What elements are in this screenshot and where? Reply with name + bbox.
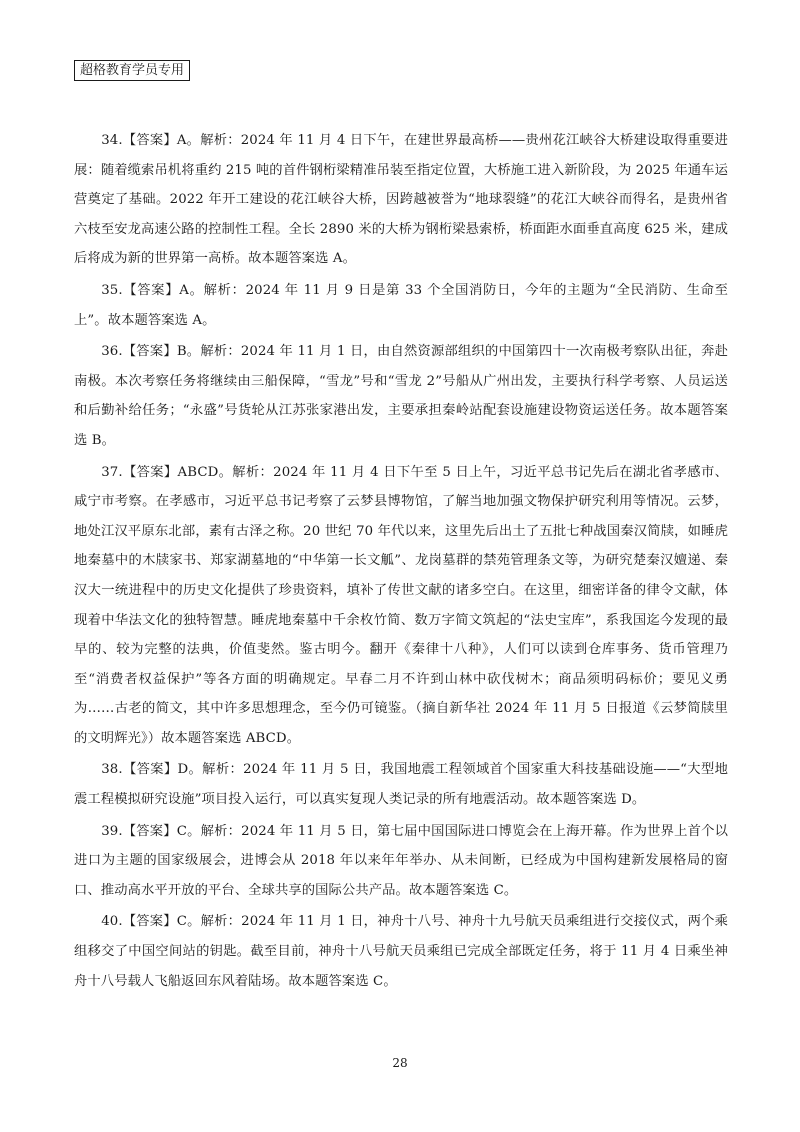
answer-34: 34.【答案】A。解析：2024 年 11 月 4 日下午，在建世界最高桥——贵州花江峡谷大桥建设取得重要进展：随着缆索吊机将重约 215 吨的首件钢桁梁精准吊装至指定位置，大桥施工进入新阶段，为 2025 年通车运营奠定了基础。2022 年开工建设的花江峡谷大桥，因跨越被誉为“地球裂缝”的花江大峡谷而得名，是贵州省六枝至安龙高速公路的控制性工程。全长 2890 米的大桥为钢桁梁悬索桥，桥面距水面垂直高度 625 米，建成后将成为新的世界第一高桥。故本题答案选 A。 (74, 133, 728, 267)
answer-explanations (74, 126, 728, 998)
page-number: 28 (392, 1056, 408, 1070)
answer-40: 40.【答案】C。解析：2024 年 11 月 1 日，神舟十八号、神舟十九号航天员乘组进行交接仪式，两个乘组移交了中国空间站的钥匙。截至目前，神舟十八号航天员乘组已完成全部既定任务，将于 11 月 4 日乘坐神舟十八号载人飞船返回东风着陆场。故本题答案选 C。 (74, 914, 728, 989)
header-label: 超格教育学员专用 (74, 60, 190, 81)
answer-36: 36.【答案】B。解析：2024 年 11 月 1 日，由自然资源部组织的中国第四十一次南极考察队出征，奔赴南极。本次考察任务将继续由三船保障，“雪龙”号和“雪龙 2”号船从广州出发，主要执行科学考察、人员运送和后勤补给任务；“永盛”号货轮从江苏张家港出发，主要承担秦岭站配套设施建设物资运送任务。故本题答案选 B。 (74, 344, 728, 448)
answer-38: 38.【答案】D。解析：2024 年 11 月 5 日，我国地震工程领域首个国家重大科技基础设施——“大型地震工程模拟研究设施”项目投入运行，可以真实复现人类记录的所有地震活动。故本题答案选 D。 (74, 762, 728, 808)
answer-37: 37.【答案】ABCD。解析：2024 年 11 月 4 日下午至 5 日上午，习近平总书记先后在湖北省孝感市、咸宁市考察。在孝感市，习近平总书记考察了云梦县博物馆，了解当地加强文物保护研究利用等情况。云梦，地处江汉平原东北部，素有古泽之称。20 世纪 70 年代以来，这里先后出土了五批七种战国秦汉简牍，如睡虎地秦墓中的木牍家书、郑家湖墓地的“中华第一长文觚”、龙岗墓群的禁苑管理条文等，为研究楚秦汉嬗递、秦汉大一统进程中的历史文化提供了珍贵资料，填补了传世文献的诸多空白。在这里，细密详备的律令文献，体现着中华法文化的独特智慧。睡虎地秦墓中千余枚竹简、数万字简文筑起的“法史宝库”，系我国迄今发现的最早的、较为完整的法典，价值斐然。鉴古明今。翻开《秦律十八种》，人们可以读到仓库事务、货币管理乃至“消费者权益保护”等各方面的明确规定。早春二月不许到山林中砍伐树木；商品须明码标价；要见义勇为……古老的简文，其中许多思想理念，至今仍可镜鉴。（摘自新华社 2024 年 11 月 5 日报道《云梦简牍里的文明辉光》）故本题答案选 ABCD。 (74, 464, 728, 746)
answer-39: 39.【答案】C。解析：2024 年 11 月 5 日，第七届中国国际进口博览会在上海开幕。作为世界上首个以进口为主题的国家级展会，进博会从 2018 年以来年年举办、从未间断，已经成为中国构建新发展格局的窗口、推动高水平开放的平台、全球共享的国际公共产品。故本题答案选 C。 (74, 823, 728, 898)
answer-35: 35.【答案】A。解析：2024 年 11 月 9 日是第 33 个全国消防日，今年的主题为“全民消防、生命至上”。故本题答案选 A。 (74, 282, 728, 328)
